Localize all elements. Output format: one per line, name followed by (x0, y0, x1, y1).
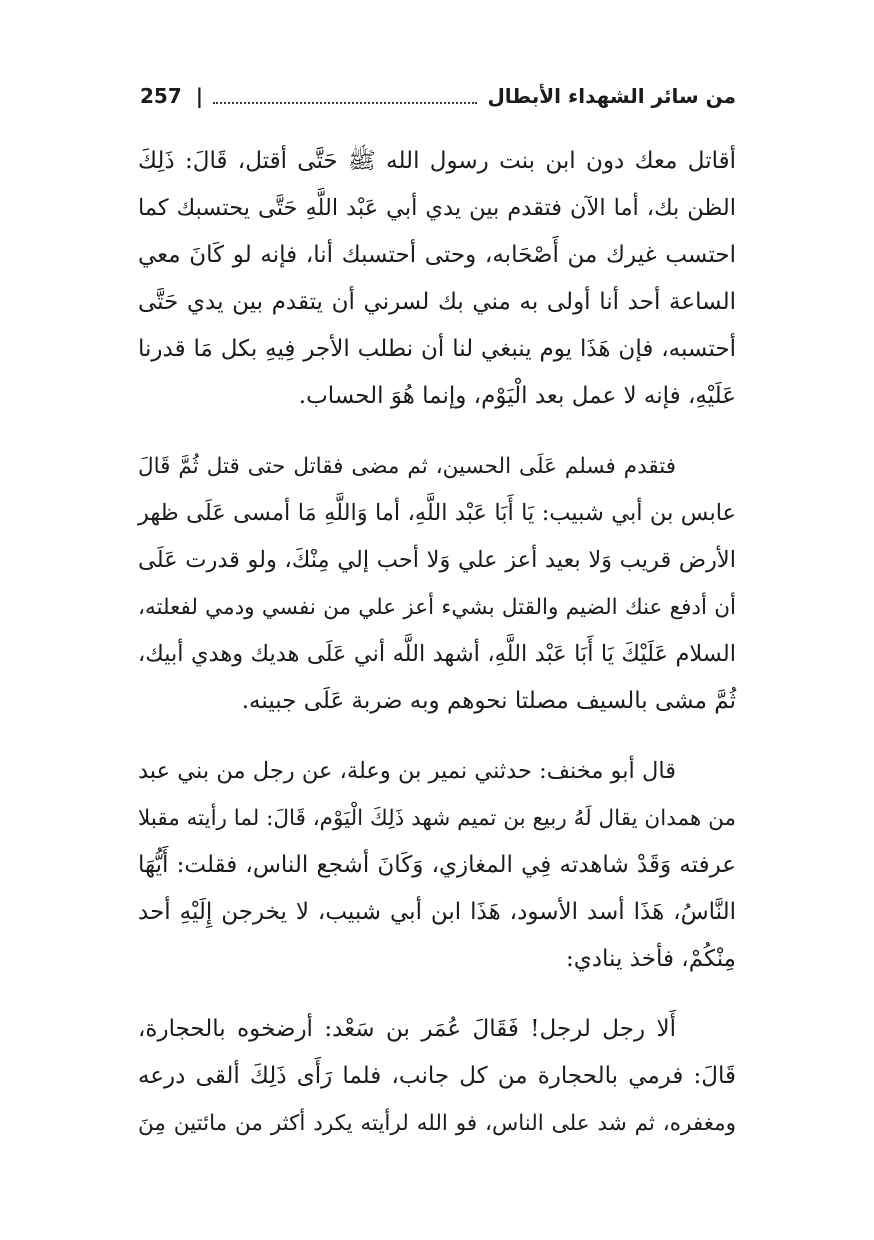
text-line: فتقدم فسلم عَلَى الحسين، ثم مضى فقاتل حتى قتل ثُمَّ قَالَ (138, 454, 676, 479)
text-line: الساعة أحد أنا أولى به مني بك لسرني أن يتقدم بين يدي حَتَّى (138, 289, 736, 315)
body-text (138, 138, 736, 1167)
text-line: احتسب غيرك من أَصْحَابه، وحتى أحتسبك أنا، فإنه لو كَانَ معي (138, 242, 736, 268)
text-line: عابس بن أبي شبيب: يَا أَبَا عَبْد اللَّهِ، أما وَاللَّهِ مَا أمسى عَلَى ظهر (138, 500, 736, 526)
text-line: مِنْكُمْ، فأخذ ينادي: (566, 946, 736, 972)
text-line: قال أبو مخنف: حدثني نمير بن وعلة، عن رجل من بني عبد (138, 758, 676, 784)
text-line: من همدان يقال لَهُ ربيع بن تميم شهد ذَلِكَ الْيَوْم، قَالَ: لما رأيته مقبلا (138, 806, 736, 831)
page-number: 257 (140, 84, 182, 108)
text-line: الأرض قريب وَلا بعيد أعز علي وَلا أحب إلي مِنْكَ، ولو قدرت عَلَى (138, 547, 736, 573)
paragraph-1 (138, 138, 736, 420)
text-line: النَّاسُ، هَذَا أسد الأسود، هَذَا ابن أبي شبيب، لا يخرجن إِلَيْهِ أحد (138, 899, 736, 925)
text-line: السلام عَلَيْكَ يَا أَبَا عَبْد اللَّهِ، أشهد اللَّه أني عَلَى هديك وهدي أبيك، (138, 641, 736, 667)
paragraph-2 (138, 443, 736, 725)
text-line: أقاتل معك دون ابن بنت رسول الله ﷺ حَتَّى أقتل، قَالَ: ذَلِكَ (138, 148, 736, 174)
header-divider: | (195, 84, 204, 108)
text-line: ومغفره، ثم شد على الناس، فو الله لرأيته يكرد أكثر من مائتين مِنَ (138, 1111, 736, 1136)
text-line: عَلَيْهِ، فإنه لا عمل بعد الْيَوْم، وإنما هُوَ الحساب. (298, 383, 736, 409)
text-line: الظن بك، أما الآن فتقدم بين يدي أبي عَبْد اللَّهِ حَتَّى يحتسبك كما (138, 195, 736, 221)
page-header (140, 76, 736, 116)
paragraph-3 (138, 748, 736, 983)
text-line: ثُمَّ مشى بالسيف مصلتا نحوهم وبه ضربة عَلَى جبينه. (241, 688, 736, 714)
text-line: أحتسبه، فإن هَذَا يوم ينبغي لنا أن نطلب الأجر فِيهِ بكل مَا قدرنا (138, 336, 736, 362)
text-line: عرفته وَقَدْ شاهدته فِي المغازي، وَكَانَ أشجع الناس، فقلت: أَيُّهَا (138, 852, 736, 878)
text-line: أن أدفع عنك الضيم والقتل بشيء أعز علي من نفسي ودمي لفعلته، (138, 595, 736, 620)
dotted-leader (213, 102, 477, 104)
text-line: أَلا رجل لرجل! فَقَالَ عُمَر بن سَعْد: أرضخوه بالحجارة، (138, 1016, 676, 1042)
running-title: من سائر الشهداء الأبطال (487, 84, 736, 108)
text-line: قَالَ: فرمي بالحجارة من كل جانب، فلما رَأَى ذَلِكَ ألقى درعه (138, 1063, 736, 1089)
paragraph-4 (138, 1006, 736, 1147)
